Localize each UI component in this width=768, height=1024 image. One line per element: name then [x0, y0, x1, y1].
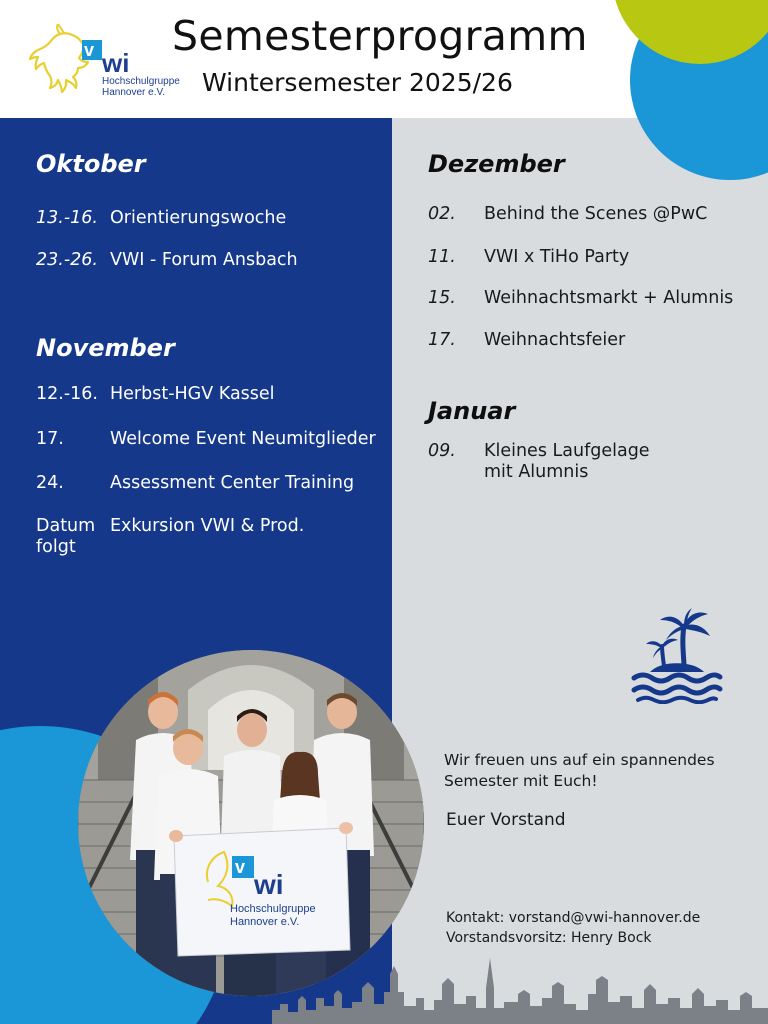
- page-title: Semesterprogramm: [172, 12, 588, 60]
- month-heading-januar: Januar: [428, 397, 516, 425]
- closing-note: [444, 750, 744, 792]
- event-date-line1: Datum: [36, 516, 96, 536]
- event-date: 02.: [428, 204, 456, 224]
- page-subtitle: Wintersemester 2025/26: [202, 68, 513, 97]
- event-date: 15.: [428, 288, 456, 308]
- flag-mark-wi: wi: [254, 869, 284, 900]
- logo-org-text: [102, 76, 180, 98]
- event-date: 24.: [36, 473, 64, 493]
- event-title: Weihnachtsfeier: [484, 330, 626, 350]
- event-date-line2: folgt: [36, 537, 76, 557]
- event-date: 23.-26.: [36, 250, 98, 270]
- group-photo-illustration: [78, 650, 424, 996]
- contact-block: [446, 908, 700, 948]
- logo-org-line1: Hochschulgruppe: [102, 76, 180, 87]
- group-photo: [78, 650, 424, 996]
- event-title-line2: mit Alumnis: [484, 462, 589, 482]
- event-date: 17.: [36, 429, 64, 449]
- flag-text-line2: Hannover e.V.: [230, 916, 300, 928]
- logo-mark-v: v: [84, 40, 95, 60]
- event-date: 17.: [428, 330, 456, 350]
- board-chair: Vorstandsvorsitz: Henry Bock: [446, 930, 652, 946]
- event-date: 09.: [428, 441, 456, 461]
- month-heading-oktober: Oktober: [36, 150, 146, 178]
- palm-island-icon: [628, 604, 724, 704]
- city-skyline-icon: [272, 954, 768, 1024]
- event-title: Behind the Scenes @PwC: [484, 204, 708, 224]
- signoff: Euer Vorstand: [446, 810, 566, 830]
- event-date: 12.-16.: [36, 384, 98, 404]
- event-title: Herbst-HGV Kassel: [110, 384, 275, 404]
- logo-mark-wi: wi: [102, 48, 130, 78]
- event-title-line1: Kleines Laufgelage: [484, 441, 650, 461]
- event-date: 11.: [428, 247, 456, 267]
- event-title: Assessment Center Training: [110, 473, 355, 493]
- month-heading-dezember: Dezember: [428, 150, 565, 178]
- event-title: VWI - Forum Ansbach: [110, 250, 298, 270]
- event-title: Weihnachtsmarkt + Alumnis: [484, 288, 734, 308]
- logo-org-line2: Hannover e.V.: [102, 87, 166, 98]
- vwi-logo: [26, 24, 186, 100]
- flag-mark-v: v: [235, 857, 246, 877]
- month-heading-november: November: [36, 334, 175, 362]
- event-title: Orientierungswoche: [110, 208, 287, 228]
- closing-note-line2: Semester mit Euch!: [444, 772, 598, 790]
- event-date: 13.-16.: [36, 208, 98, 228]
- closing-note-line1: Wir freuen uns auf ein spannendes: [444, 751, 715, 769]
- event-title: Welcome Event Neumitglieder: [110, 429, 376, 449]
- event-title: Exkursion VWI & Prod.: [110, 516, 305, 536]
- flag-text-line1: Hochschulgruppe: [230, 903, 316, 915]
- event-title: VWI x TiHo Party: [484, 247, 630, 267]
- contact-email: Kontakt: vorstand@vwi-hannover.de: [446, 910, 701, 926]
